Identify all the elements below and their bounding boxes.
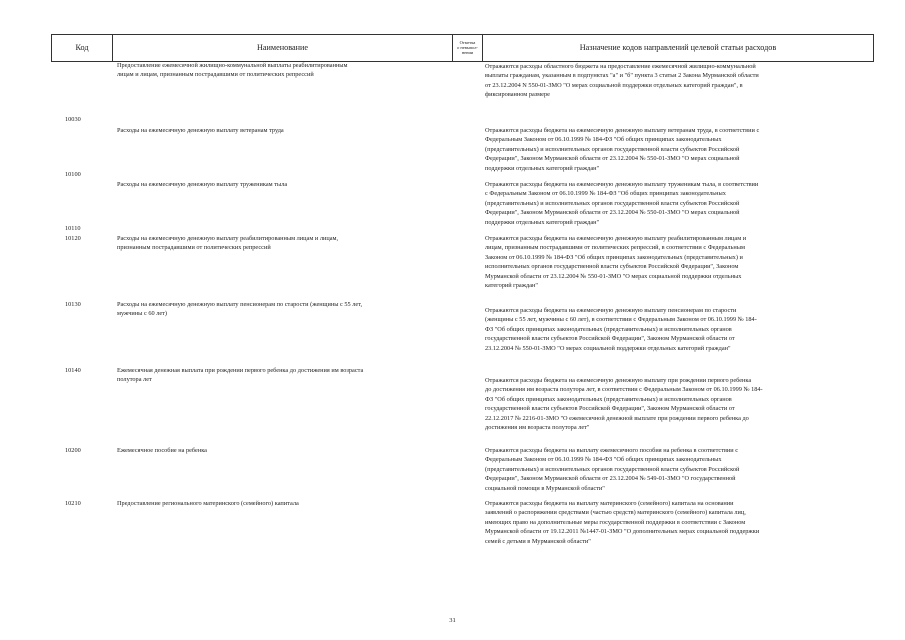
header-code: Код <box>75 43 89 52</box>
header-note <box>453 34 482 61</box>
row-code: 10110 <box>65 225 81 232</box>
row-code: 10120 <box>65 235 81 242</box>
header-name: Наименование <box>256 43 308 52</box>
row-purpose: Отражаются расходы бюджета на выплату материнского (семейного) капитала на основании заявлений о распоряжении средствами (частью средств) материнского (семейного) капитала лиц, имеющих право на дополнительные меры государственной поддержки в соответствии с Законом Мурманской области от 19.12.2011 №1447-01-ЗМО "О дополнительных мерах социальной поддержки семей с детьми в Мурманской области" <box>485 500 760 545</box>
header-note-line: Отметка <box>459 39 476 45</box>
row-name: Предоставление регионального материнского (семейного) капитала <box>117 500 299 507</box>
row-code: 10130 <box>65 301 81 308</box>
row-code: 10140 <box>65 367 81 374</box>
row-purpose: Отражаются расходы бюджета на ежемесячную денежную выплату реабилитированным лицам и лицам, признанным пострадавшими от политических репрессий, в соответствии с Федеральным Законом от 06.10.1999 № 184-ФЗ "Об общих принципах законодательных (представительных) и исполнительных органов государственной власти субъектов Российской Федерации", Законом Мурманской области от 23.12.2004 № 550-01-ЗМО "О мерах социальной поддержки отдельных категорий граждан" <box>485 235 747 290</box>
row-purpose: Отражаются расходы бюджета на выплату ежемесячного пособия на ребенка в соответствии с Федеральным Законом от 06.10.1999 № 184-ФЗ "Об общих принципах законодательных (представительных) и исполнительных органов государственной власти субъектов Российской Федерации", Законом Мурманской области от 23.12.2004 № 549-01-ЗМО "О государственной социальной помощи в Мурманской области" <box>485 447 740 492</box>
row-code: 10030 <box>65 116 81 123</box>
row-purpose: Отражаются расходы бюджета на ежемесячную денежную выплату труженикам тыла, в соответствии с Федеральным Законом от 06.10.1999 № 184-ФЗ "Об общих принципах законодательных (представительных) и исполнительных органов государственной власти субъектов Российской Федерации", Законом Мурманской области от 23.12.2004 № 550-01-ЗМО "О мерах социальной поддержки отдельных категорий граждан" <box>485 181 759 226</box>
row-name: Расходы на ежемесячную денежную выплату реабилитированным лицам и лицам, признанным пострадавшими от политических репрессий <box>117 235 339 252</box>
row-code: 10200 <box>65 447 81 454</box>
header-divider <box>873 34 874 61</box>
page-number: 31 <box>449 617 456 624</box>
row-purpose: Отражаются расходы бюджета на ежемесячную денежную выплату пенсионерам по старости (женщины с 55 лет, мужчины с 60 лет), в соответствии с Федеральным Законом от 06.10.1999 № 184- ФЗ "Об общих принципах законодательных (представительных) и исполнительных органов государственной власти субъектов Российской Федерации", Законом Мурманской области от 23.12.2004 № 550-01-ЗМО "О мерах социальной поддержки отдельных категорий граждан" <box>485 307 757 352</box>
header-note-line: о невыпол- <box>457 44 478 50</box>
row-code: 10210 <box>65 500 81 507</box>
row-purpose: Отражаются расходы бюджета на ежемесячную денежную выплату при рождении первого ребенка до достижения им возраста полутора лет, в соответствии с Федеральным Законом от 06.10.1999 № 184- ФЗ "Об общих принципах законодательных (представительных) и исполнительных органов государственной власти субъектов Российской Федерации", Законом Мурманской области от 22.12.2017 № 2216-01-ЗМО "О ежемесячной денежной выплате при рождении первого ребенка до достижения им возраста полутора лет" <box>485 377 763 432</box>
row-name: Расходы на ежемесячную денежную выплату пенсионерам по старости (женщины с 55 лет, мужчины с 60 лет) <box>117 301 363 318</box>
row-purpose: Отражаются расходы бюджета на ежемесячную денежную выплату ветеранам труда, в соответствии с Федеральным Законом от 06.10.1999 № 184-ФЗ "Об общих принципах законодательных (представительных) и исполнительных органов государственной власти субъектов Российской Федерации", Законом Мурманской области от 23.12.2004 № 550-01-ЗМО "О мерах социальной поддержки отдельных категорий граждан" <box>485 127 760 172</box>
row-name: Предоставление ежемесячной жилищно-коммунальной выплаты реабилитированным лицам и лицам, признанным пострадавшими от политических репрессий <box>117 62 348 79</box>
row-purpose: Отражаются расходы областного бюджета на предоставление ежемесячной жилищно-коммунальной выплаты гражданам, указанным в подпунктах "а" и "б" пункта 3 статьи 2 Закона Мурманской области от 23.12.2004 N 550-01-ЗМО "О мерах социальной поддержки отдельных категорий граждан", в фиксированном размере <box>485 63 759 99</box>
header-note-line: нении <box>461 50 474 56</box>
header-purpose: Назначение кодов направлений целевой статьи расходов <box>579 43 777 52</box>
row-name: Расходы на ежемесячную денежную выплату ветеранам труда <box>117 127 284 134</box>
row-name: Ежемесячное пособие на ребенка <box>117 447 207 454</box>
row-name: Расходы на ежемесячную денежную выплату труженикам тыла <box>117 181 288 188</box>
row-code: 10100 <box>65 171 81 178</box>
row-name: Ежемесячная денежная выплата при рождении первого ребенка до достижения им возраста полутора лет <box>117 367 364 384</box>
